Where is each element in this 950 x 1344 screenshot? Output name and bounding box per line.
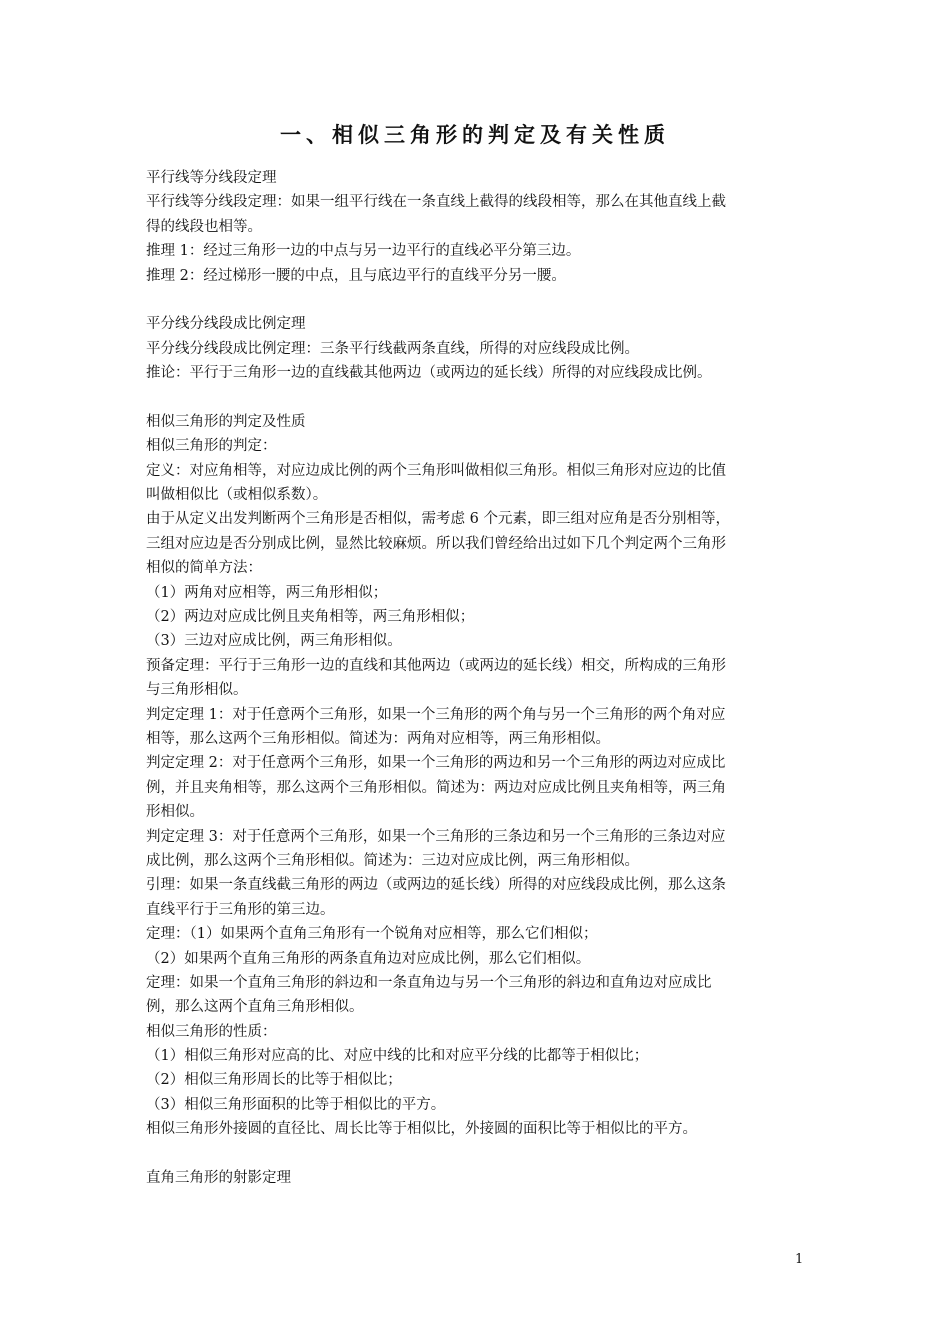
text-line: 平分线分线段成比例定理：三条平行线截两条直线，所得的对应线段成比例。 bbox=[146, 340, 639, 357]
section-spacer bbox=[146, 386, 810, 410]
page-number: 1 bbox=[795, 1252, 804, 1267]
section-heading: 平分线分线段成比例定理 bbox=[146, 316, 306, 333]
section-heading: 平行线等分线段定理 bbox=[146, 170, 277, 186]
text-line: 相似三角形的判定： bbox=[146, 438, 277, 455]
document-section bbox=[146, 410, 810, 1142]
text-line: 定理：如果一个直角三角形的斜边和一条直角边与另一个三角形的斜边和直角边对应成比 bbox=[146, 974, 712, 991]
section-spacer bbox=[146, 288, 810, 312]
text-line: 相似的简单方法： bbox=[146, 560, 262, 577]
text-line: 三组对应边是否分别成比例，显然比较麻烦。所以我们曾经给出过如下几个判定两个三角形 bbox=[146, 535, 726, 552]
text-line: 相似三角形外接圆的直径比、周长比等于相似比，外接圆的面积比等于相似比的平方。 bbox=[146, 1121, 697, 1138]
text-line: 得的线段也相等。 bbox=[146, 218, 262, 235]
text-line: 平行线等分线段定理：如果一组平行线在一条直线上截得的线段相等，那么在其他直线上截 bbox=[146, 194, 726, 211]
text-line: （1）相似三角形对应高的比、对应中线的比和对应平分线的比都等于相似比； bbox=[146, 1048, 649, 1065]
text-line: 判定定理 3：对于任意两个三角形，如果一个三角形的三条边和另一个三角形的三条边对应 bbox=[146, 828, 726, 845]
text-line: 推理 2：经过梯形一腰的中点，且与底边平行的直线平分另一腰。 bbox=[146, 267, 566, 284]
page-title: 一、相似三角形的判定及有关性质 bbox=[280, 122, 670, 147]
text-line: （2）两边对应成比例且夹角相等，两三角形相似； bbox=[146, 609, 475, 626]
text-line: 叫做相似比（或相似系数）。 bbox=[146, 487, 328, 504]
text-line: （3）三边对应成比例，两三角形相似。 bbox=[146, 633, 402, 650]
text-line: 引理：如果一条直线截三角形的两边（或两边的延长线）所得的对应线段成比例，那么这条 bbox=[146, 877, 726, 894]
text-line: （2）如果两个直角三角形的两条直角边对应成比例，那么它们相似。 bbox=[146, 950, 591, 967]
text-line: （3）相似三角形面积的比等于相似比的平方。 bbox=[146, 1096, 446, 1113]
text-line: 由于从定义出发判断两个三角形是否相似，需考虑 6 个元素，即三组对应角是否分别相等， bbox=[146, 511, 730, 528]
text-line: 形相似。 bbox=[146, 804, 204, 821]
text-line: 判定定理 2：对于任意两个三角形，如果一个三角形的两边和另一个三角形的两边对应成比 bbox=[146, 755, 726, 772]
text-line: 定义：对应角相等，对应边成比例的两个三角形叫做相似三角形。相似三角形对应边的比值 bbox=[146, 462, 726, 479]
text-line: 直线平行于三角形的第三边。 bbox=[146, 901, 335, 918]
text-line: （2）相似三角形周长的比等于相似比； bbox=[146, 1072, 402, 1089]
document-section bbox=[146, 312, 810, 385]
document-section bbox=[146, 1166, 810, 1190]
text-line: 判定定理 1：对于任意两个三角形，如果一个三角形的两个角与另一个三角形的两个角对应 bbox=[146, 706, 726, 723]
text-line: 推论：平行于三角形一边的直线截其他两边（或两边的延长线）所得的对应线段成比例。 bbox=[146, 365, 712, 382]
section-heading: 相似三角形的判定及性质 bbox=[146, 413, 306, 430]
text-line: 相等，那么这两个三角形相似。简述为：两角对应相等，两三角形相似。 bbox=[146, 730, 610, 747]
text-line: 定理：（1）如果两个直角三角形有一个锐角对应相等，那么它们相似； bbox=[146, 926, 598, 943]
text-line: （1）两角对应相等，两三角形相似； bbox=[146, 584, 388, 601]
document-body bbox=[146, 166, 810, 1190]
section-spacer bbox=[146, 1142, 810, 1166]
text-line: 预备定理：平行于三角形一边的直线和其他两边（或两边的延长线）相交，所构成的三角形 bbox=[146, 657, 726, 674]
text-line: 相似三角形的性质： bbox=[146, 1023, 277, 1040]
text-line: 成比例，那么这两个三角形相似。简述为：三边对应成比例，两三角形相似。 bbox=[146, 852, 639, 869]
text-line: 例，并且夹角相等，那么这两个三角形相似。简述为：两边对应成比例且夹角相等，两三角 bbox=[146, 779, 726, 796]
text-line: 例，那么这两个直角三角形相似。 bbox=[146, 999, 364, 1016]
document-section bbox=[146, 166, 810, 288]
text-line: 与三角形相似。 bbox=[146, 682, 248, 699]
section-heading: 直角三角形的射影定理 bbox=[146, 1170, 291, 1187]
text-line: 推理 1：经过三角形一边的中点与另一边平行的直线必平分第三边。 bbox=[146, 243, 581, 260]
